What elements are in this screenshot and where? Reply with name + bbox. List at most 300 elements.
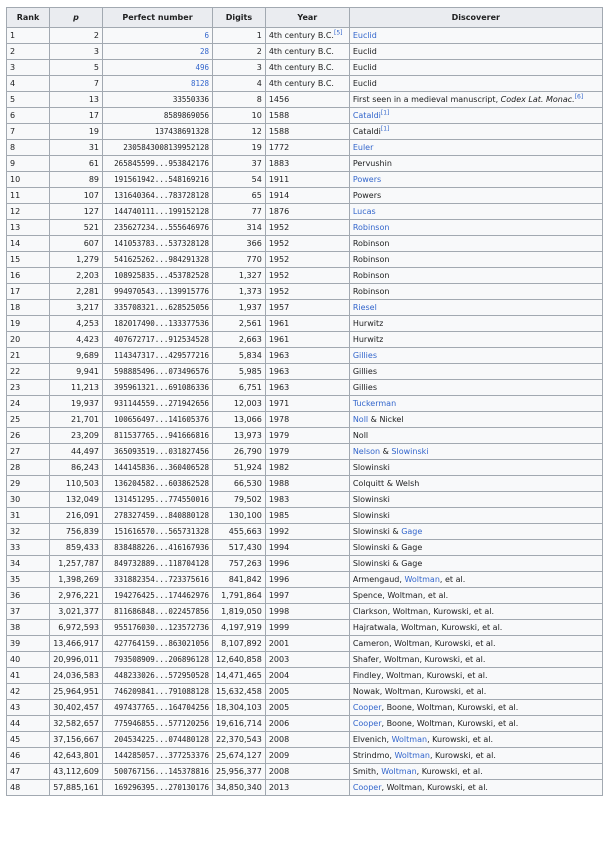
reference-link[interactable]: [6] (574, 93, 584, 101)
perfect-number-cell: 427764159...863021056 (103, 636, 213, 652)
p-cell: 9,941 (50, 364, 103, 380)
digits-cell: 66,530 (213, 476, 266, 492)
year-cell (265, 540, 349, 556)
p-cell: 43,112,609 (50, 764, 103, 780)
digits-cell: 757,263 (213, 556, 266, 572)
perfect-number-cell: 931144559...271942656 (103, 396, 213, 412)
year-cell (265, 188, 349, 204)
discoverer-link[interactable]: Cataldi (352, 111, 381, 120)
table-row (7, 460, 603, 476)
digits-cell: 34,850,340 (213, 780, 266, 796)
table-row (7, 172, 603, 188)
year-text: 2004 (268, 671, 290, 680)
perfect-number-cell: 144285057...377253376 (103, 748, 213, 764)
p-cell: 5 (50, 60, 103, 76)
rank-cell: 5 (7, 92, 50, 108)
digits-column-header[interactable]: Digits (213, 8, 266, 28)
rank-cell: 45 (7, 732, 50, 748)
reference-link[interactable]: [5] (333, 29, 343, 37)
rank-cell: 19 (7, 316, 50, 332)
year-text: 2008 (268, 767, 290, 776)
perfect-number-link[interactable]: 496 (195, 63, 209, 72)
discoverer-text: Gillies (352, 383, 377, 392)
p-cell: 30,402,457 (50, 700, 103, 716)
perfect-number-cell: 278327459...840880128 (103, 508, 213, 524)
rank-cell: 32 (7, 524, 50, 540)
rank-cell: 28 (7, 460, 50, 476)
rank-cell: 3 (7, 60, 50, 76)
p-cell: 4,253 (50, 316, 103, 332)
discoverer-text: Robinson (352, 271, 390, 280)
digits-cell: 4,197,919 (213, 620, 266, 636)
year-text: 4th century B.C. (268, 79, 334, 88)
year-text: 1911 (268, 175, 290, 184)
rank-cell: 1 (7, 28, 50, 44)
digits-cell: 25,674,127 (213, 748, 266, 764)
discoverer-text: Smith, (352, 767, 382, 776)
digits-cell: 8,107,892 (213, 636, 266, 652)
table-row (7, 684, 603, 700)
p-cell: 3,217 (50, 300, 103, 316)
discoverer-link[interactable]: Gage (401, 527, 423, 536)
digits-cell: 12 (213, 124, 266, 140)
discoverer-cell (349, 76, 602, 92)
discoverer-link[interactable]: Woltman (381, 767, 417, 776)
p-cell: 521 (50, 220, 103, 236)
p-cell: 2 (50, 28, 103, 44)
digits-cell: 314 (213, 220, 266, 236)
discoverer-cell (349, 220, 602, 236)
discoverer-text: & (380, 447, 392, 456)
year-text: 2013 (268, 783, 290, 792)
year-text: 1952 (268, 239, 290, 248)
table-row (7, 732, 603, 748)
year-text: 1588 (268, 111, 290, 120)
digits-cell: 1,819,050 (213, 604, 266, 620)
p-cell: 859,433 (50, 540, 103, 556)
discoverer-cell (349, 572, 602, 588)
rank-cell: 4 (7, 76, 50, 92)
year-cell (265, 780, 349, 796)
table-row (7, 668, 603, 684)
p-cell: 1,398,269 (50, 572, 103, 588)
perfect-number-cell: 448233026...572950528 (103, 668, 213, 684)
discoverer-text: , Woltman, Kurowski, et al. (381, 783, 488, 792)
p-cell: 42,643,801 (50, 748, 103, 764)
discoverer-text: Hurwitz (352, 335, 384, 344)
discoverer-text: & Nickel (368, 415, 404, 424)
perfect-number-cell: 136204582...603862528 (103, 476, 213, 492)
discoverer-text: Armengaud, (352, 575, 405, 584)
discoverer-cell (349, 780, 602, 796)
perfect-number-cell: 194276425...174462976 (103, 588, 213, 604)
year-cell (265, 332, 349, 348)
discoverer-cell (349, 92, 602, 108)
discoverer-cell (349, 524, 602, 540)
year-text: 1914 (268, 191, 290, 200)
discoverer-cell (349, 716, 602, 732)
discoverer-text: , et al. (439, 575, 466, 584)
digits-cell: 8 (213, 92, 266, 108)
discoverer-text: Robinson (352, 239, 390, 248)
digits-cell: 13,066 (213, 412, 266, 428)
year-cell (265, 364, 349, 380)
discoverer-text: Robinson (352, 287, 390, 296)
year-text: 1994 (268, 543, 290, 552)
year-cell (265, 620, 349, 636)
table-row (7, 428, 603, 444)
table-row (7, 492, 603, 508)
year-text: 1963 (268, 367, 290, 376)
discoverer-link[interactable]: Woltman (391, 735, 428, 744)
table-row (7, 412, 603, 428)
year-text: 1999 (268, 623, 290, 632)
perfect-number-cell: 2305843008139952128 (103, 140, 213, 156)
rank-cell: 39 (7, 636, 50, 652)
discoverer-link[interactable]: Tuckerman (352, 399, 397, 408)
discoverer-text: Noll (352, 431, 369, 440)
p-cell: 57,885,161 (50, 780, 103, 796)
rank-cell: 26 (7, 428, 50, 444)
discoverer-text: Hurwitz (352, 319, 384, 328)
discoverer-cell (349, 108, 602, 124)
year-cell (265, 748, 349, 764)
rank-cell: 24 (7, 396, 50, 412)
table-row (7, 124, 603, 140)
perfect-number-link[interactable]: 28 (199, 47, 209, 56)
discoverer-cell (349, 332, 602, 348)
year-cell (265, 268, 349, 284)
discoverer-cell (349, 540, 602, 556)
perfect-number-cell: 395961321...691086336 (103, 380, 213, 396)
year-cell (265, 108, 349, 124)
year-cell (265, 716, 349, 732)
rank-cell: 48 (7, 780, 50, 796)
rank-cell: 41 (7, 668, 50, 684)
perfect-number-cell: 994970543...139915776 (103, 284, 213, 300)
perfect-number-cell (103, 44, 213, 60)
perfect-number-link[interactable]: 8128 (190, 79, 209, 88)
year-text: 1979 (268, 447, 290, 456)
digits-cell: 841,842 (213, 572, 266, 588)
p-cell: 756,839 (50, 524, 103, 540)
p-cell: 44,497 (50, 444, 103, 460)
discoverer-link[interactable]: Gillies (352, 351, 377, 360)
rank-cell: 6 (7, 108, 50, 124)
discoverer-text: Slowinski & (352, 527, 402, 536)
rank-cell: 17 (7, 284, 50, 300)
p-cell: 37,156,667 (50, 732, 103, 748)
perfect-number-cell: 407672717...912534528 (103, 332, 213, 348)
rank-cell: 46 (7, 748, 50, 764)
discoverer-cell (349, 252, 602, 268)
digits-cell: 2,663 (213, 332, 266, 348)
rank-cell: 21 (7, 348, 50, 364)
perfect-number-cell: 131451295...774550016 (103, 492, 213, 508)
discoverer-text: Cameron, Woltman, Kurowski, et al. (352, 639, 496, 648)
discoverer-link[interactable]: Euler (352, 143, 374, 152)
rank-cell: 23 (7, 380, 50, 396)
rank-cell: 2 (7, 44, 50, 60)
discoverer-text: Hajratwala, Woltman, Kurowski, et al. (352, 623, 503, 632)
discoverer-cell (349, 460, 602, 476)
discoverer-link[interactable]: Woltman (394, 751, 430, 760)
perfect-number-cell: 182017490...133377536 (103, 316, 213, 332)
year-text: 1588 (268, 127, 290, 136)
discoverer-link[interactable]: Cooper (352, 783, 382, 792)
digits-cell: 3 (213, 60, 266, 76)
year-text: 1982 (268, 463, 290, 472)
digits-cell: 12,003 (213, 396, 266, 412)
rank-cell: 15 (7, 252, 50, 268)
table-row (7, 348, 603, 364)
year-cell (265, 60, 349, 76)
p-cell: 132,049 (50, 492, 103, 508)
discoverer-link[interactable]: Nelson (352, 447, 381, 456)
table-row (7, 476, 603, 492)
perfect-number-cell: 811686848...022457856 (103, 604, 213, 620)
p-cell: 1,279 (50, 252, 103, 268)
year-cell (265, 252, 349, 268)
year-text: 1772 (268, 143, 290, 152)
discoverer-cell (349, 508, 602, 524)
table-row (7, 604, 603, 620)
p-cell: 7 (50, 76, 103, 92)
perfect-number-cell: 955176030...123572736 (103, 620, 213, 636)
year-text: 1952 (268, 223, 290, 232)
discoverer-link[interactable]: Riesel (352, 303, 377, 312)
discoverer-text: Colquitt & Welsh (352, 479, 420, 488)
discoverer-cell (349, 284, 602, 300)
rank-cell: 43 (7, 700, 50, 716)
discoverer-cell (349, 156, 602, 172)
p-cell: 24,036,583 (50, 668, 103, 684)
perfect-number-link[interactable]: 6 (204, 31, 209, 40)
p-cell: 2,203 (50, 268, 103, 284)
digits-cell: 13,973 (213, 428, 266, 444)
discoverer-link[interactable]: Slowinski (391, 447, 429, 456)
discoverer-text: Clarkson, Woltman, Kurowski, et al. (352, 607, 495, 616)
table-row (7, 380, 603, 396)
digits-cell: 2,561 (213, 316, 266, 332)
year-cell (265, 300, 349, 316)
year-text: 1979 (268, 431, 290, 440)
year-cell (265, 28, 349, 44)
rank-cell: 9 (7, 156, 50, 172)
discoverer-cell (349, 172, 602, 188)
year-cell (265, 204, 349, 220)
discoverer-cell (349, 268, 602, 284)
perfect-number-cell (103, 76, 213, 92)
p-cell: 23,209 (50, 428, 103, 444)
discoverer-text: , Boone, Woltman, Kurowski, et al. (381, 703, 519, 712)
discoverer-link[interactable]: Powers (352, 175, 382, 184)
discoverer-link[interactable]: Woltman (404, 575, 440, 584)
perfect-number-cell: 137438691328 (103, 124, 213, 140)
table-row (7, 108, 603, 124)
discoverer-cell (349, 620, 602, 636)
perfect-number-cell: 169296395...270130176 (103, 780, 213, 796)
table-row (7, 252, 603, 268)
year-cell (265, 124, 349, 140)
year-cell (265, 604, 349, 620)
discoverer-text: Gillies (352, 367, 377, 376)
year-cell (265, 572, 349, 588)
perfect-number-cell: 838488226...416167936 (103, 540, 213, 556)
rank-cell: 18 (7, 300, 50, 316)
rank-cell: 37 (7, 604, 50, 620)
rank-cell: 20 (7, 332, 50, 348)
table-row (7, 652, 603, 668)
discoverer-column-header[interactable]: Discoverer (349, 8, 602, 28)
table-row (7, 508, 603, 524)
discoverer-text: , Kurowski, et al. (429, 751, 496, 760)
digits-cell: 130,100 (213, 508, 266, 524)
p-cell: 20,996,011 (50, 652, 103, 668)
discoverer-text: Slowinski (352, 495, 390, 504)
year-cell (265, 732, 349, 748)
discoverer-text: , Boone, Woltman, Kurowski, et al. (381, 719, 519, 728)
table-row (7, 364, 603, 380)
perfect-number-cell: 131640364...783728128 (103, 188, 213, 204)
discoverer-text: Elvenich, (352, 735, 392, 744)
year-text: 4th century B.C. (268, 63, 334, 72)
p-cell: 6,972,593 (50, 620, 103, 636)
rank-column-header[interactable]: Rank (7, 8, 50, 28)
discoverer-link[interactable]: Euclid (352, 31, 377, 40)
rank-cell: 35 (7, 572, 50, 588)
discoverer-text: Powers (352, 191, 382, 200)
perfect-number-cell: 811537765...941666816 (103, 428, 213, 444)
discoverer-text: Cataldi (352, 127, 381, 136)
table-row (7, 60, 603, 76)
year-text: 1952 (268, 271, 290, 280)
perfect-number-cell: 114347317...429577216 (103, 348, 213, 364)
p-cell: 61 (50, 156, 103, 172)
p-cell: 3 (50, 44, 103, 60)
discoverer-text: Robinson (352, 255, 390, 264)
p-cell: 607 (50, 236, 103, 252)
table-row (7, 140, 603, 156)
p-cell: 25,964,951 (50, 684, 103, 700)
digits-cell: 22,370,543 (213, 732, 266, 748)
year-cell (265, 668, 349, 684)
discoverer-cell (349, 236, 602, 252)
p-column-header[interactable]: p (50, 8, 103, 28)
discoverer-text: Nowak, Woltman, Kurowski, et al. (352, 687, 487, 696)
reference-link[interactable]: [1] (380, 109, 390, 117)
digits-cell: 77 (213, 204, 266, 220)
year-text: 1952 (268, 287, 290, 296)
discoverer-text: Codex Lat. Monac. (500, 95, 575, 104)
table-row (7, 156, 603, 172)
discoverer-cell (349, 476, 602, 492)
discoverer-cell (349, 556, 602, 572)
year-text: 4th century B.C. (268, 31, 334, 40)
p-cell: 1,257,787 (50, 556, 103, 572)
rank-cell: 30 (7, 492, 50, 508)
discoverer-cell (349, 652, 602, 668)
discoverer-cell (349, 124, 602, 140)
table-body (7, 28, 603, 796)
perfect-number-cell: 151616570...565731328 (103, 524, 213, 540)
perfect-number-cell: 598885496...073496576 (103, 364, 213, 380)
p-cell: 86,243 (50, 460, 103, 476)
reference-link[interactable]: [1] (380, 125, 390, 133)
rank-cell: 13 (7, 220, 50, 236)
year-text: 2005 (268, 703, 290, 712)
table-row (7, 700, 603, 716)
p-cell: 13,466,917 (50, 636, 103, 652)
discoverer-link[interactable]: Cooper (352, 719, 382, 728)
rank-cell: 36 (7, 588, 50, 604)
p-cell: 4,423 (50, 332, 103, 348)
year-text: 2008 (268, 735, 290, 744)
discoverer-text: Findley, Woltman, Kurowski, et al. (352, 671, 488, 680)
rank-cell: 12 (7, 204, 50, 220)
table-row (7, 28, 603, 44)
header-row (7, 8, 603, 28)
discoverer-text: Slowinski & Gage (352, 559, 423, 568)
discoverer-cell (349, 300, 602, 316)
table-row (7, 332, 603, 348)
year-cell (265, 476, 349, 492)
year-cell (265, 348, 349, 364)
digits-cell: 65 (213, 188, 266, 204)
discoverer-link[interactable]: Noll (352, 415, 369, 424)
year-cell (265, 220, 349, 236)
perfect-numbers-table (6, 7, 603, 796)
discoverer-link[interactable]: Robinson (352, 223, 390, 232)
year-cell (265, 396, 349, 412)
year-cell (265, 76, 349, 92)
perfect-number-cell: 849732889...118704128 (103, 556, 213, 572)
perfect-number-column-header[interactable]: Perfect number (103, 8, 213, 28)
table-row (7, 44, 603, 60)
discoverer-text: Pervushin (352, 159, 392, 168)
year-cell (265, 92, 349, 108)
discoverer-link[interactable]: Cooper (352, 703, 382, 712)
discoverer-link[interactable]: Lucas (352, 207, 376, 216)
year-cell (265, 444, 349, 460)
perfect-number-cell: 144145836...360406528 (103, 460, 213, 476)
year-text: 1883 (268, 159, 290, 168)
discoverer-cell (349, 204, 602, 220)
year-column-header[interactable]: Year (265, 8, 349, 28)
year-text: 1983 (268, 495, 290, 504)
table-row (7, 780, 603, 796)
discoverer-text: Slowinski (352, 511, 390, 520)
discoverer-cell (349, 732, 602, 748)
year-cell (265, 492, 349, 508)
discoverer-cell (349, 492, 602, 508)
table-row (7, 748, 603, 764)
perfect-number-cell: 497437765...164704256 (103, 700, 213, 716)
perfect-numbers-table-container (6, 7, 603, 796)
perfect-number-cell: 191561942...548169216 (103, 172, 213, 188)
discoverer-text: Slowinski (352, 463, 390, 472)
perfect-number-cell (103, 60, 213, 76)
year-text: 1961 (268, 335, 290, 344)
discoverer-text: Shafer, Woltman, Kurowski, et al. (352, 655, 486, 664)
discoverer-text: Euclid (352, 47, 377, 56)
digits-cell: 517,430 (213, 540, 266, 556)
rank-cell: 44 (7, 716, 50, 732)
perfect-number-cell: 365093519...031827456 (103, 444, 213, 460)
p-cell: 31 (50, 140, 103, 156)
digits-cell: 26,790 (213, 444, 266, 460)
p-cell: 3,021,377 (50, 604, 103, 620)
